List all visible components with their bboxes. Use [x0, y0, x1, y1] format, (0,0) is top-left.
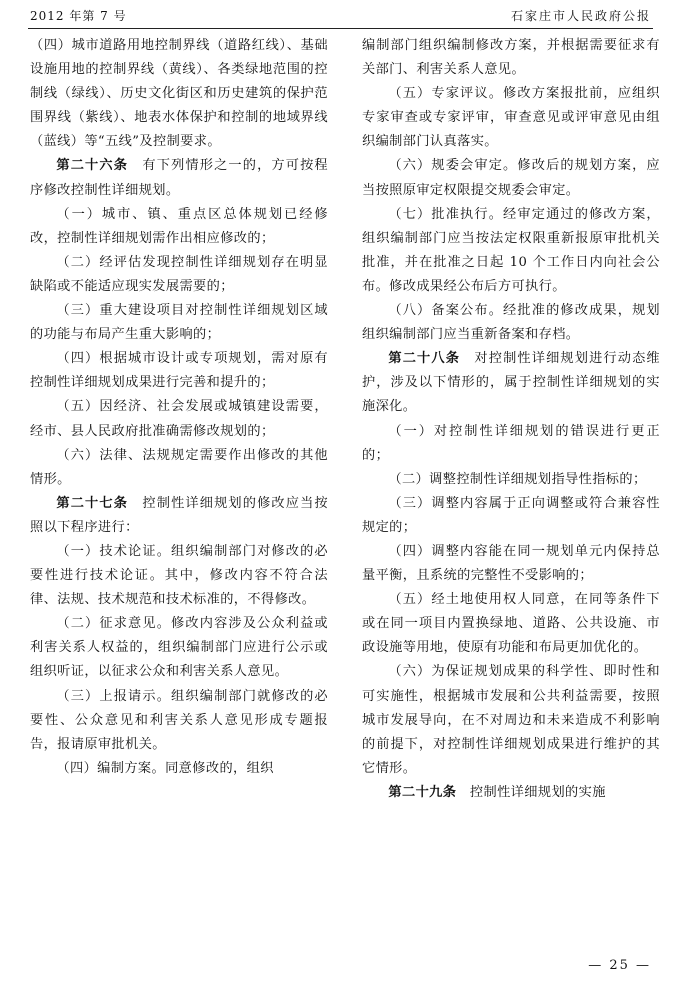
paragraph: （七）批准执行。经审定通过的修改方案，组织编制部门应当按法定权限重新报原审批机关批准，并在批准之日起 10 个工作日内向社会公布。修改成果经公布后方可执行。 — [362, 206, 660, 294]
paragraph: （一）对控制性详细规划的错误进行更正的； — [362, 423, 660, 463]
paragraph: （三）调整内容属于正向调整或符合兼容性规定的； — [362, 495, 660, 535]
paragraph: （四）根据城市设计或专项规划，需对原有控制性详细规划成果进行完善和提升的； — [30, 351, 328, 391]
right-column — [362, 34, 660, 805]
paragraph: （一）技术论证。组织编制部门对修改的必要性进行技术论证。其中，修改内容不符合法律、法规、技术规范和技术标准的，不得修改。 — [30, 543, 328, 608]
paragraph: （五）因经济、社会发展或城镇建设需要，经市、县人民政府批准确需修改规划的； — [30, 399, 328, 439]
paragraph: （二）经评估发现控制性详细规划存在明显缺陷或不能适应现实发展需要的； — [30, 254, 328, 294]
paragraph: （一）城市、镇、重点区总体规划已经修改，控制性详细规划需作出相应修改的； — [30, 206, 328, 246]
article-text: 对控制性详细规划进行动态维护，涉及以下情形的，属于控制性详细规划的实施深化。 — [362, 351, 661, 415]
left-column — [30, 34, 328, 781]
paragraph: （六）法律、法规规定需要作出修改的其他情形。 — [30, 447, 328, 487]
article-title: 第二十九条 — [388, 784, 457, 800]
paragraph: （四）编制方案。同意修改的，组织 — [56, 760, 274, 776]
journal-title: 石家庄市人民政府公报 — [510, 9, 651, 23]
paragraph: （二）征求意见。修改内容涉及公众利益或利害关系人权益的，组织编制部门应进行公示或组织听证，以征求公众和利害关系人意见。 — [30, 616, 328, 680]
article-paragraph — [30, 154, 328, 202]
paragraph: （二）调整控制性详细规划指导性指标的； — [388, 471, 647, 487]
paragraph: （三）重大建设项目对控制性详细规划区域的功能与布局产生重大影响的； — [30, 303, 328, 343]
page-number: — 25 — — [588, 958, 651, 973]
article-title: 第二十七条 — [56, 495, 129, 511]
article-text: 控制性详细规划的实施 — [469, 784, 606, 800]
paragraph: （六）规委会审定。修改后的规划方案，应当按照原审定权限提交规委会审定。 — [362, 158, 660, 198]
paragraph-continuation: 编制部门组织编制修改方案，并根据需要征求有关部门、利害关系人意见。 — [362, 38, 660, 78]
paragraph: （六）为保证规划成果的科学性、即时性和可实施性，根据城市发展和公共利益需要，按照城市发展导向，在不对周边和未来造成不利影响的前提下，对控制性详细规划成果进行维护的其它情形。 — [362, 664, 660, 776]
article-text: 有下列情形之一的，方可按程序修改控制性详细规划。 — [30, 158, 329, 198]
page-header — [28, 6, 653, 29]
article-paragraph — [362, 781, 660, 805]
article-paragraph — [362, 347, 660, 419]
article-title: 第二十六条 — [56, 158, 129, 174]
paragraph: （四）调整内容能在同一规划单元内保持总量平衡，且系统的完整性不受影响的； — [362, 543, 660, 584]
article-title: 第二十八条 — [388, 351, 461, 367]
paragraph: （五）专家评议。修改方案报批前，应组织专家审查或专家评审，审查意见或评审意见由组织编制部门认真落实。 — [362, 86, 660, 150]
article-text: 控制性详细规划的修改应当按照以下程序进行： — [30, 495, 329, 535]
paragraph: （三）上报请示。组织编制部门就修改的必要性、公众意见和利害关系人意见形成专题报告，报请原审批机关。 — [30, 688, 328, 752]
paragraph-continuation: （四）城市道路用地控制界线（道路红线）、基础设施用地的控制界线（黄线）、各类绿地范围的控制线（绿线）、历史文化街区和历史建筑的保护范围界线（紫线）、地表水体保护和控制的地域界线（蓝线）等“五线”及控制要求。 — [30, 38, 328, 150]
issue-label: 2012 年第 7 号 — [30, 9, 127, 23]
paragraph: （八）备案公布。经批准的修改成果，规划组织编制部门应当重新备案和存档。 — [362, 303, 660, 343]
paragraph: （五）经土地使用权人同意，在同等条件下或在同一项目内置换绿地、道路、公共设施、市政设施等用地，使原有功能和布局更加优化的。 — [362, 592, 660, 656]
article-paragraph — [30, 492, 328, 540]
